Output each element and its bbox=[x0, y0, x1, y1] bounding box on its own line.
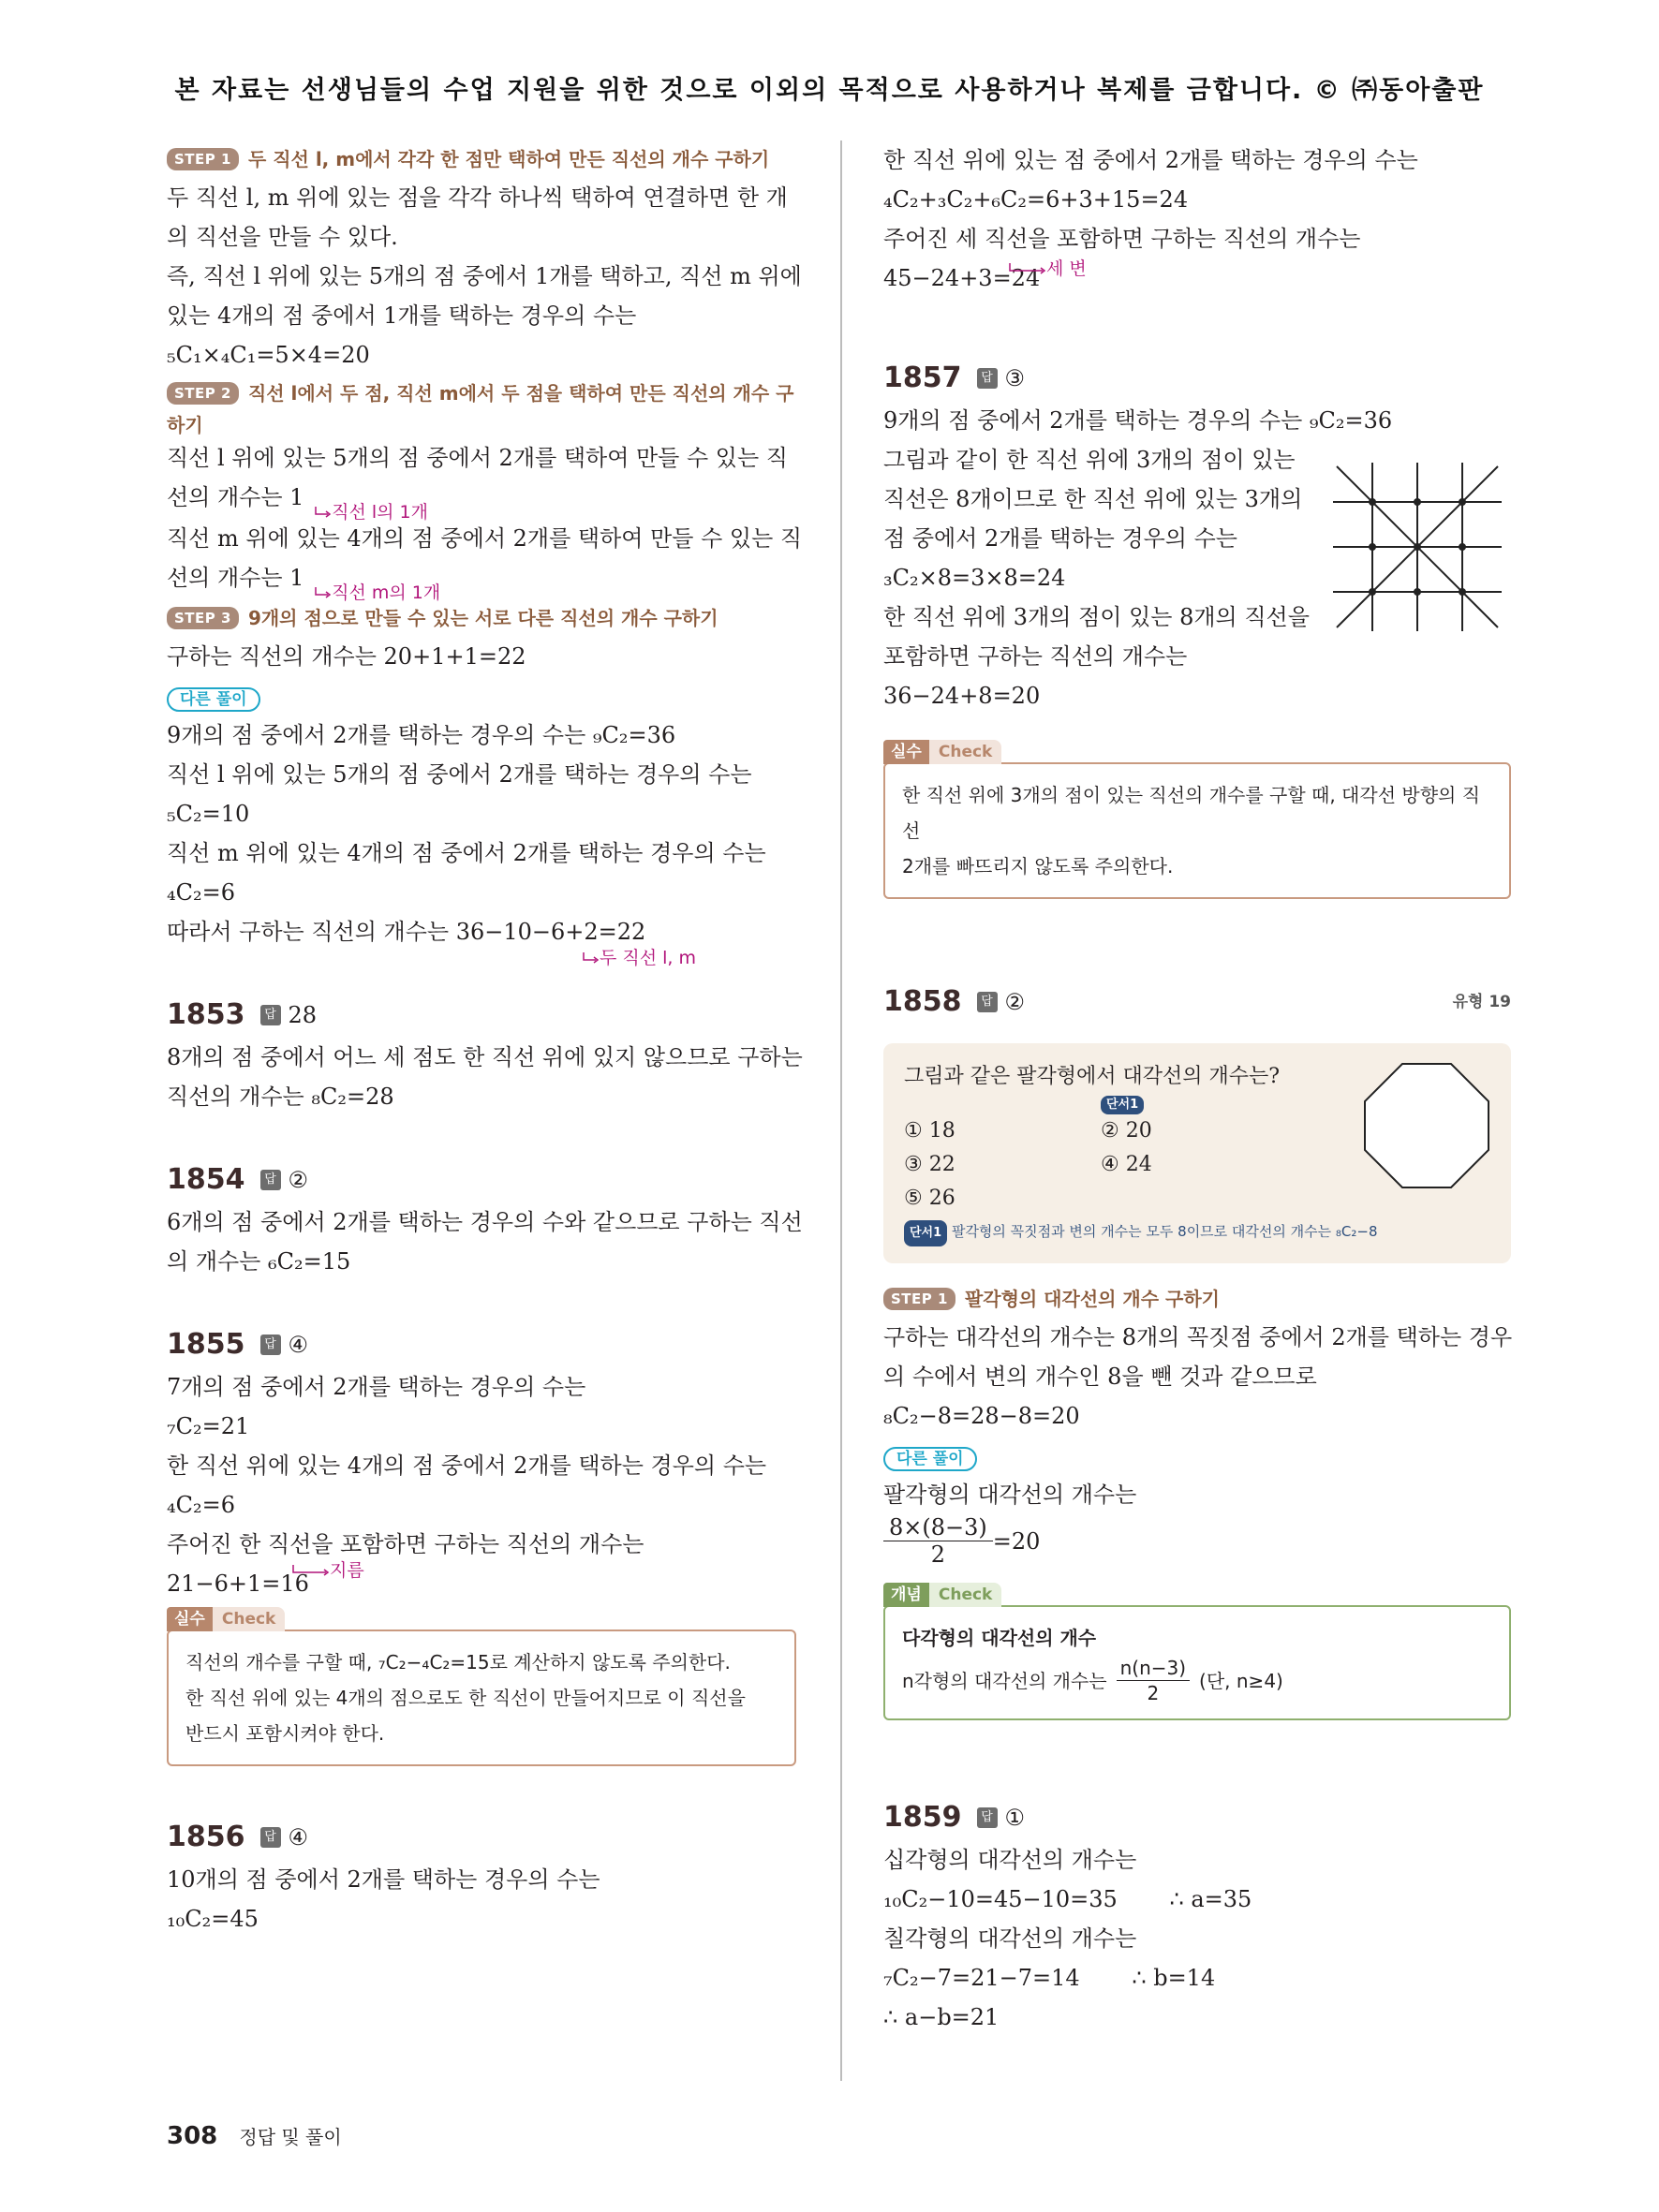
answer-value: 28 bbox=[288, 1002, 318, 1028]
question-text: 그림과 같은 팔각형에서 대각선의 개수는? bbox=[904, 1065, 1281, 1088]
text-line: 한 직선 위에 있는 4개의 점 중에서 2개를 택하는 경우의 수는 bbox=[167, 1453, 767, 1479]
answer-value: ③ bbox=[1004, 365, 1026, 391]
annotation-note: 세 변 bbox=[1009, 249, 1087, 288]
problem-number: 1853 bbox=[167, 998, 245, 1031]
right-column bbox=[883, 140, 1511, 2037]
problem-number: 1856 bbox=[167, 1821, 245, 1853]
equation: 21−6+1=16 bbox=[167, 1571, 309, 1597]
check-header: 개념 Check bbox=[883, 1583, 1001, 1607]
text-line: 의 개수는 ₆C₂=15 bbox=[167, 1248, 351, 1275]
answer-value: ④ bbox=[288, 1824, 309, 1851]
text-line: 즉, 직선 l 위에 있는 5개의 점 중에서 1개를 택하고, 직선 m 위에 bbox=[167, 263, 802, 289]
answer-icon: 답 bbox=[260, 1335, 281, 1355]
check-line: 반드시 포함시켜야 한다. bbox=[185, 1722, 385, 1745]
text-line: 의 수에서 변의 개수인 8을 뺀 것과 같으므로 bbox=[883, 1364, 1317, 1390]
problem-1857-body bbox=[883, 401, 1511, 715]
answer-icon: 답 bbox=[260, 1005, 281, 1025]
text-line: 따라서 구하는 직선의 개수는 36−10−6+2=22 두 직선 l, m bbox=[167, 912, 796, 951]
arrow-icon bbox=[292, 1565, 330, 1578]
problem-number: 1859 bbox=[883, 1801, 962, 1834]
answer-value: ② bbox=[288, 1167, 309, 1193]
text-line: 직선 l 위에 있는 5개의 점 중에서 2개를 택하는 경우의 수는 bbox=[167, 761, 752, 788]
problem-1858-box bbox=[883, 1043, 1511, 1263]
text-line: 구하는 직선의 개수는 20+1+1=22 bbox=[167, 643, 526, 670]
text-line: 점 중에서 2개를 택하는 경우의 수는 bbox=[883, 525, 1237, 552]
arrow-icon bbox=[315, 587, 332, 600]
step3-heading: STEP 3 9개의 점으로 만들 수 있는 서로 다른 직선의 개수 구하기 bbox=[167, 599, 796, 637]
answer-value: ② bbox=[1004, 989, 1026, 1015]
text-line: 선의 개수는 1 직선 m의 1개 bbox=[167, 558, 796, 599]
octagon-figure bbox=[1361, 1060, 1492, 1191]
page-number: 308 bbox=[167, 2122, 218, 2150]
problem-header-1858 bbox=[883, 980, 1511, 1025]
equation: ₁₀C₂=45 bbox=[167, 1906, 259, 1932]
text-line: 직선 l 위에 있는 5개의 점 중에서 2개를 택하여 만들 수 있는 직 bbox=[167, 445, 788, 471]
check-box-mistake-2 bbox=[883, 743, 1511, 899]
text-line: 10개의 점 중에서 2개를 택하는 경우의 수는 bbox=[167, 1866, 600, 1893]
answer-icon: 답 bbox=[260, 1170, 281, 1190]
step-badge: STEP 1 bbox=[883, 1288, 955, 1310]
text-line: 9개의 점 중에서 2개를 택하는 경우의 수는 ₉C₂=36 bbox=[883, 407, 1393, 434]
annotation-note: 직선 m의 1개 bbox=[315, 573, 440, 612]
arrow-icon bbox=[583, 952, 600, 966]
annotation-note: 직선 l의 1개 bbox=[315, 493, 428, 532]
problem-number: 1855 bbox=[167, 1328, 245, 1361]
problem-header-1857 bbox=[883, 356, 1511, 401]
hint-badge: 단서1 bbox=[904, 1220, 947, 1246]
text-line: 9개의 점 중에서 2개를 택하는 경우의 수는 ₉C₂=36 bbox=[167, 722, 676, 748]
check-line: 직선의 개수를 구할 때, ₇C₂−₄C₂=15로 계산하지 않도록 주의한다. bbox=[185, 1651, 731, 1674]
text-line: 포함하면 구하는 직선의 개수는 bbox=[883, 643, 1188, 670]
equation: ₅C₁×₄C₁=5×4=20 bbox=[167, 342, 370, 368]
check-line: 2개를 빠뜨리지 않도록 주의한다. bbox=[902, 855, 1174, 877]
text-line: 직선은 8개이므로 한 직선 위에 있는 3개의 bbox=[883, 486, 1303, 512]
answer-icon: 답 bbox=[977, 992, 998, 1012]
answer-icon: 답 bbox=[977, 368, 998, 389]
text-line: 45−24+3=24 세 변 bbox=[883, 258, 1511, 298]
problem-header-1856 bbox=[167, 1815, 796, 1860]
text-line: 두 직선 l, m 위에 있는 점을 각각 하나씩 택하여 연결하면 한 개 bbox=[167, 184, 788, 211]
check-header: 실수 Check bbox=[167, 1607, 285, 1631]
problem-number: 1857 bbox=[883, 361, 962, 394]
footer-label: 정답 및 풀이 bbox=[239, 2126, 342, 2148]
text-line: 있는 4개의 점 중에서 1개를 택하는 경우의 수는 bbox=[167, 302, 637, 329]
step2-heading: STEP 2 직선 l에서 두 점, 직선 m에서 두 점을 택하여 만든 직선의 개수 구 bbox=[167, 375, 796, 412]
equation: ₅C₂=10 bbox=[167, 801, 250, 827]
alt-solution-badge: 다른 풀이 bbox=[883, 1447, 977, 1471]
text-line: 6개의 점 중에서 2개를 택하는 경우의 수와 같으므로 구하는 직선 bbox=[167, 1209, 803, 1235]
column-divider bbox=[840, 140, 842, 2081]
equation: ₃C₂×8=3×8=24 bbox=[883, 565, 1066, 591]
problem-header-1855 bbox=[167, 1322, 796, 1367]
answer-value: ④ bbox=[288, 1332, 309, 1358]
left-column bbox=[167, 140, 803, 1939]
text-line: 의 직선을 만들 수 있다. bbox=[167, 224, 398, 250]
check-line: 한 직선 위에 3개의 점이 있는 직선의 개수를 구할 때, 대각선 방향의 직선 bbox=[902, 784, 1481, 842]
text-line: 직선 m 위에 있는 4개의 점 중에서 2개를 택하여 만들 수 있는 직 bbox=[167, 525, 803, 552]
arrow-icon bbox=[1009, 263, 1046, 276]
type-label: 유형 19 bbox=[1452, 993, 1511, 1011]
text-line: 칠각형의 대각선의 개수는 bbox=[883, 1925, 1137, 1952]
text-line: 직선의 개수는 ₈C₂=28 bbox=[167, 1084, 394, 1110]
annotation-note: 두 직선 l, m bbox=[583, 938, 696, 978]
check-header: 실수 Check bbox=[883, 740, 1001, 764]
text-line: 한 직선 위에 있는 점 중에서 2개를 택하는 경우의 수는 bbox=[883, 147, 1418, 173]
answer-icon: 답 bbox=[977, 1807, 998, 1828]
equation: 36−24+8=20 bbox=[883, 683, 1041, 709]
text-line: 7개의 점 중에서 2개를 택하는 경우의 수는 bbox=[167, 1374, 586, 1400]
text-line: 선의 개수는 1 직선 l의 1개 bbox=[167, 478, 796, 519]
equation: ₇C₂−7=21−7=14 ∴ b=14 bbox=[883, 1965, 1216, 1991]
option-4: ④ 24 bbox=[1101, 1153, 1152, 1176]
step-badge: STEP 1 bbox=[167, 148, 239, 170]
check-box-mistake bbox=[167, 1610, 796, 1766]
text-line: 주어진 한 직선을 포함하면 구하는 직선의 개수는 지름 bbox=[167, 1525, 796, 1564]
problem-header-1859 bbox=[883, 1795, 1511, 1840]
concept-title: 다각형의 대각선의 개수 bbox=[902, 1627, 1097, 1649]
step1-heading: STEP 1 두 직선 l, m에서 각각 한 점만 택하여 만든 직선의 개수 구하기 bbox=[167, 140, 796, 178]
equation: ₄C₂=6 bbox=[167, 1492, 235, 1518]
text-line: 8개의 점 중에서 어느 세 점도 한 직선 위에 있지 않으므로 구하는 bbox=[167, 1044, 803, 1070]
alt-solution-badge: 다른 풀이 bbox=[167, 687, 260, 712]
equation: ₇C₂=21 bbox=[167, 1413, 250, 1439]
text-line: 직선 m 위에 있는 4개의 점 중에서 2개를 택하는 경우의 수는 bbox=[167, 840, 766, 866]
problem-header-1853 bbox=[167, 993, 796, 1038]
hint-badge: 단서1 bbox=[1101, 1096, 1144, 1114]
grid-lines-figure bbox=[1324, 453, 1511, 641]
page-footer bbox=[167, 2122, 342, 2150]
problem-number: 1858 bbox=[883, 985, 962, 1018]
arrow-icon bbox=[315, 507, 332, 520]
equation: ₄C₂+₃C₂+₆C₂=6+3+15=24 bbox=[883, 186, 1189, 213]
concept-check-box: 개념 Check 다각형의 대각선의 개수 n각형의 대각선의 개수는 n(n−3) 2 (단, n≥4) bbox=[883, 1605, 1511, 1720]
option-1: ① 18 bbox=[904, 1119, 955, 1143]
problem-header-1854 bbox=[167, 1158, 796, 1202]
annotation-note: 지름 bbox=[292, 1551, 364, 1590]
step1-heading-r: STEP 1 팔각형의 대각선의 개수 구하기 bbox=[883, 1280, 1511, 1318]
option-5: ⑤ 26 bbox=[904, 1187, 955, 1210]
equation: ₈C₂−8=28−8=20 bbox=[883, 1403, 1080, 1429]
equation: ∴ a−b=21 bbox=[883, 2004, 1000, 2030]
fraction-equation: $\frac{8\times(8-3)}{2}$ =20 bbox=[883, 1514, 1511, 1568]
check-line: 한 직선 위에 있는 4개의 점으로도 한 직선이 만들어지므로 이 직선을 bbox=[185, 1687, 746, 1709]
copyright-notice: 본 자료는 선생님들의 수업 지원을 위한 것으로 이외의 목적으로 사용하거나 복제를 금합니다. © ㈜동아출판 bbox=[174, 76, 1485, 105]
step-badge: STEP 3 bbox=[167, 607, 239, 629]
text-line: 십각형의 대각선의 개수는 bbox=[883, 1847, 1137, 1873]
text-line: 한 직선 위에 3개의 점이 있는 8개의 직선을 bbox=[883, 604, 1310, 630]
text-line: 그림과 같이 한 직선 위에 3개의 점이 있는 bbox=[883, 447, 1296, 473]
text-line: 팔각형의 대각선의 개수는 bbox=[883, 1482, 1137, 1508]
equation: ₄C₂=6 bbox=[167, 879, 235, 906]
text-line: 주어진 세 직선을 포함하면 구하는 직선의 개수는 bbox=[883, 226, 1361, 252]
answer-value: ① bbox=[1004, 1805, 1026, 1831]
step2-heading-cont: 하기 bbox=[167, 414, 203, 436]
step-badge: STEP 2 bbox=[167, 382, 239, 405]
option-2: ② 20 bbox=[1101, 1119, 1152, 1143]
problem-number: 1854 bbox=[167, 1163, 245, 1196]
equation: ₁₀C₂−10=45−10=35 ∴ a=35 bbox=[883, 1886, 1252, 1912]
hint-text: 팔각형의 꼭짓점과 변의 개수는 모두 8이므로 대각선의 개수는 ₈C₂−8 bbox=[951, 1223, 1378, 1240]
text-line: 구하는 대각선의 개수는 8개의 꼭짓점 중에서 2개를 택하는 경우 bbox=[883, 1324, 1513, 1350]
answer-icon: 답 bbox=[260, 1827, 281, 1848]
option-3: ③ 22 bbox=[904, 1153, 955, 1176]
